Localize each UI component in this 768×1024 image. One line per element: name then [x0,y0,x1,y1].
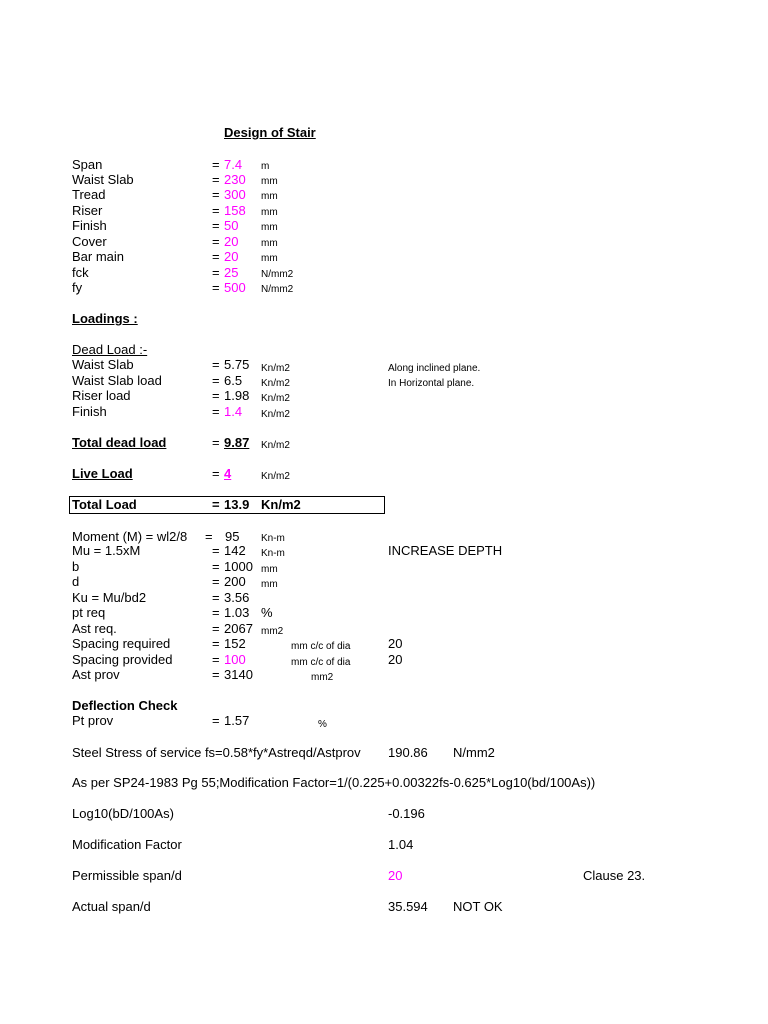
equals-sign: = [205,529,213,544]
design-label: Spacing provided [72,652,173,667]
pt-prov-value: 1.57 [224,713,250,728]
dead-load-label: Waist Slab [72,357,134,372]
design-value: 95 [225,529,240,544]
input-unit: m [261,161,270,172]
steel-stress-value: 190.86 [388,745,428,760]
equals-sign: = [212,543,220,558]
design-unit: Kn-m [261,533,285,544]
design-label: Mu = 1.5xM [72,543,141,558]
input-value[interactable]: 20 [224,234,239,249]
dead-load-note: In Horizontal plane. [388,378,475,389]
input-label: Waist Slab [72,172,134,187]
design-value: 3.56 [224,590,250,605]
equals-sign: = [212,218,220,233]
live-load-label: Live Load [72,466,133,481]
equals-sign: = [212,466,220,481]
total-load-value: 13.9 [224,497,250,512]
input-unit: mm [261,222,278,233]
total-load-label: Total Load [72,497,137,512]
input-label: Finish [72,218,107,233]
design-unit: mm c/c of dia [291,657,351,668]
dead-load-unit: Kn/m2 [261,363,290,374]
design-label: Ast prov [72,667,120,682]
input-label: fck [72,265,89,280]
design-unit: mm [261,579,278,590]
design-value[interactable]: 100 [224,652,246,667]
equals-sign: = [212,388,220,403]
design-label: Ast req. [72,621,117,636]
total-dead-value: 9.87 [224,435,250,450]
dead-load-unit: Kn/m2 [261,409,290,420]
equals-sign: = [212,249,220,264]
input-unit: N/mm2 [261,269,294,280]
design-value: 1.03 [224,605,250,620]
design-unit: mm [261,564,278,575]
equals-sign: = [212,667,220,682]
design-unit: mm c/c of dia [291,641,351,652]
design-value: 152 [224,636,246,651]
loadings-heading: Loadings : [72,311,138,326]
input-label: Riser [72,203,103,218]
dead-load-value[interactable]: 1.4 [224,404,243,419]
design-value: 2067 [224,621,253,636]
design-label: d [72,574,80,589]
input-value[interactable]: 230 [224,172,246,187]
design-value: 3140 [224,667,253,682]
total-dead-unit: Kn/m2 [261,440,290,451]
input-label: Span [72,157,103,172]
equals-sign: = [212,187,220,202]
design-value: 142 [224,543,246,558]
input-value[interactable]: 158 [224,203,246,218]
design-value: 200 [224,574,246,589]
equals-sign: = [212,574,220,589]
live-load-value[interactable]: 4 [224,466,232,481]
equals-sign: = [212,172,220,187]
input-value[interactable]: 500 [224,280,246,295]
bar-dia-value: 20 [388,652,403,667]
design-unit: mm2 [311,672,334,683]
design-label: b [72,559,80,574]
dead-load-label: Riser load [72,388,131,403]
input-label: Tread [72,187,106,202]
equals-sign: = [212,652,220,667]
dead-load-value: 1.98 [224,388,250,403]
actual-span-label: Actual span/d [72,899,151,914]
increase-depth-warning: INCREASE DEPTH [388,543,503,558]
input-unit: mm [261,191,278,202]
formula-note: As per SP24-1983 Pg 55;Modification Factor=1/(0.225+0.00322fs-0.625*Log10(bd/100As)) [72,775,596,790]
permissible-span-value[interactable]: 20 [388,868,403,883]
equals-sign: = [212,713,220,728]
equals-sign: = [212,605,220,620]
design-label: Spacing required [72,636,171,651]
equals-sign: = [212,559,220,574]
equals-sign: = [212,157,220,172]
equals-sign: = [212,373,220,388]
input-unit: mm [261,253,278,264]
actual-span-value: 35.594 [388,899,428,914]
deflection-heading: Deflection Check [72,698,178,713]
dead-load-note: Along inclined plane. [388,363,481,374]
equals-sign: = [212,357,220,372]
total-dead-label: Total dead load [72,435,167,450]
input-unit: N/mm2 [261,284,294,295]
design-unit: Kn-m [261,548,285,559]
design-value: 1000 [224,559,253,574]
input-unit: mm [261,176,278,187]
dead-load-heading: Dead Load :- [72,342,148,357]
input-value[interactable]: 7.4 [224,157,243,172]
design-unit: mm2 [261,626,284,637]
equals-sign: = [212,234,220,249]
dead-load-label: Finish [72,404,107,419]
input-value[interactable]: 300 [224,187,246,202]
design-label: pt req [72,605,106,620]
steel-stress-unit: N/mm2 [453,745,495,760]
bar-dia-value: 20 [388,636,403,651]
equals-sign: = [212,497,220,512]
input-label: Bar main [72,249,125,264]
dead-load-value: 5.75 [224,357,250,372]
input-value[interactable]: 25 [224,265,239,280]
permissible-span-label: Permissible span/d [72,868,182,883]
equals-sign: = [212,404,220,419]
input-value[interactable]: 50 [224,218,239,233]
equals-sign: = [212,280,220,295]
design-unit: % [261,605,273,620]
equals-sign: = [212,435,220,450]
page-title: Design of Stair [224,125,316,140]
dead-load-unit: Kn/m2 [261,393,290,404]
pt-prov-label: Pt prov [72,713,114,728]
input-unit: mm [261,207,278,218]
modification-factor-value: 1.04 [388,837,414,852]
status-not-ok: NOT OK [453,899,503,914]
dead-load-unit: Kn/m2 [261,378,290,389]
total-load-unit: Kn/m2 [261,497,301,512]
live-load-unit: Kn/m2 [261,471,290,482]
log-label: Log10(bD/100As) [72,806,174,821]
modification-factor-label: Modification Factor [72,837,182,852]
design-label: Moment (M) = wl2/8 [72,529,188,544]
equals-sign: = [212,265,220,280]
dead-load-label: Waist Slab load [72,373,162,388]
design-label: Ku = Mu/bd2 [72,590,147,605]
input-value[interactable]: 20 [224,249,239,264]
input-label: fy [72,280,83,295]
equals-sign: = [212,590,220,605]
input-unit: mm [261,238,278,249]
equals-sign: = [212,621,220,636]
steel-stress-label: Steel Stress of service fs=0.58*fy*Astreqd/Astprov [72,745,361,760]
clause-reference: Clause 23. [583,868,646,883]
pt-prov-unit: % [318,719,327,730]
equals-sign: = [212,203,220,218]
log-value: -0.196 [388,806,425,821]
equals-sign: = [212,636,220,651]
dead-load-value: 6.5 [224,373,243,388]
input-label: Cover [72,234,107,249]
